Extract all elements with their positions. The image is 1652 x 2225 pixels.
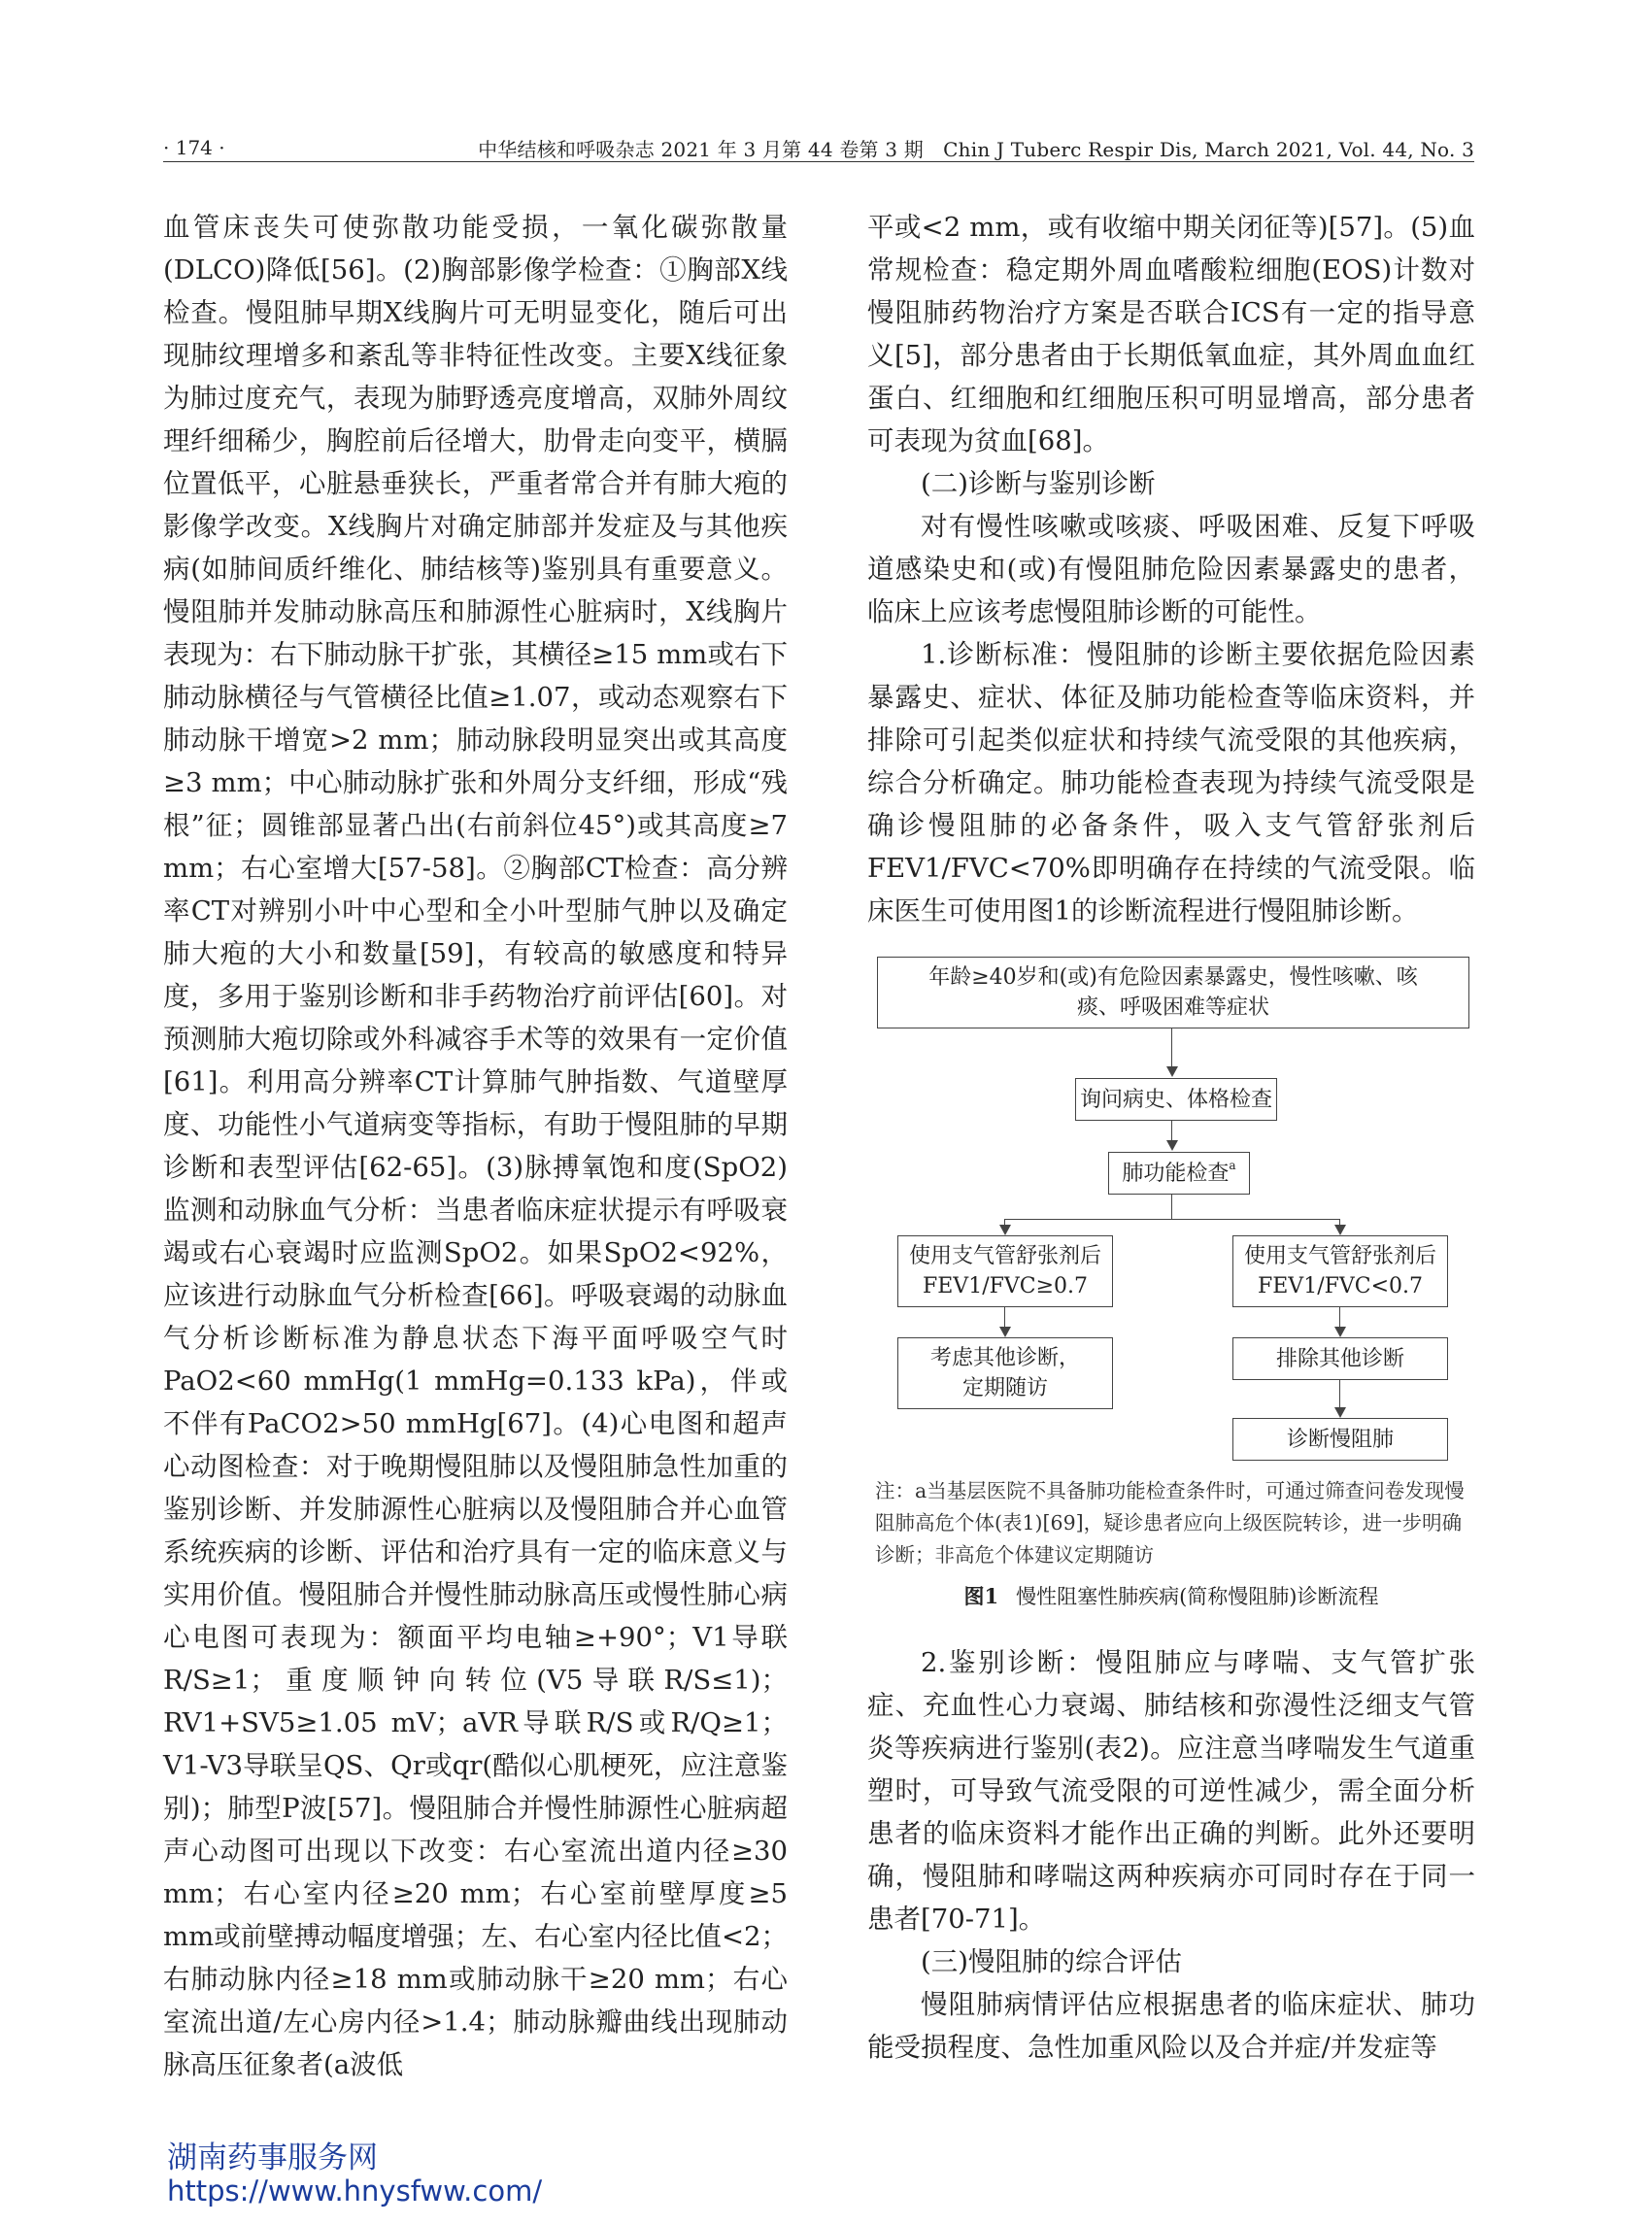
flow-arrow — [999, 1225, 1011, 1235]
right-para-1: 平或<2 mm，或有收缩中期关闭征等)[57]。(5)血常规检查：稳定期外周血嗜酸粒细胞(EOS)计数对慢阻肺药物治疗方案是否联合ICS有一定的指导意义[5]，部分患者由于长期低氧血症，其外周血血红蛋白、红细胞和红细胞压积可明显增高，部分患者可表现为贫血[68]。 — [867, 212, 1475, 456]
flow-box-consider-other-text: 考虑其他诊断，定期随访 — [929, 1346, 1080, 1400]
flow-box-exclude-other — [1232, 1337, 1448, 1380]
right-para-4: 2.鉴别诊断：慢阻肺应与哮喘、支气管扩张症、充血性心力衰竭、肺结核和弥漫性泛细支气管炎等疾病进行鉴别(表2)。应注意当哮喘发生气道重塑时，可导致气流受限的可逆性减少，需全面分析患者的临床资料才能作出正确的判断。此外还要明确，慢阻肺和哮喘这两种疾病亦可同时存在于同一患者[70-71]。 — [867, 1647, 1475, 1935]
flow-box-consider-other — [897, 1337, 1113, 1409]
flow-arrow — [1334, 1225, 1346, 1235]
section-heading-diagnosis: (二)诊断与鉴别诊断 — [921, 468, 1156, 499]
figure-caption — [867, 1581, 1475, 1610]
left-column-text: 血管床丧失可使弥散功能受损，一氧化碳弥散量(DLCO)降低[56]。(2)胸部影像学检查：①胸部X线检查。慢阻肺早期X线胸片可无明显变化，随后可出现肺纹理增多和紊乱等非特征性改变。主要X线征象为肺过度充气，表现为肺野透亮度增高，双肺外周纹理纤细稀少，胸腔前后径增大，肋骨走向变平，横膈位置低平，心脏悬垂狭长，严重者常合并有肺大疱的影像学改变。X线胸片对确定肺部并发症及与其他疾病(如肺间质纤维化、肺结核等)鉴别具有重要意义。慢阻肺并发肺动脉高压和肺源性心脏病时，X线胸片表现为：右下肺动脉干扩张，其横径≥15 mm或右下肺动脉横径与气管横径比值≥1.07，或动态观察右下肺动脉干增宽>2 mm；肺动脉段明显突出或其高度≥3 mm；中心肺动脉扩张和外周分支纤细，形成“残根”征；圆锥部显著凸出(右前斜位45°)或其高度≥7 mm；右心室增大[57-58]。②胸部CT检查：高分辨率CT对辨别小叶中心型和全小叶型肺气肿以及确定肺大疱的大小和数量[59]，有较高的敏感度和特异度，多用于鉴别诊断和非手药物治疗前评估[60]。对预测肺大疱切除或外科减容手术等的效果有一定价值[61]。利用高分辨率CT计算肺气肿指数、气道壁厚度、功能性小气道病变等指标，有助于慢阻肺的早期诊断和表型评估[62-65]。(3)脉搏氧饱和度(SpO2)监测和动脉血气分析：当患者临床症状提示有呼吸衰竭或右心衰竭时应监测SpO2。如果SpO2<92%，应该进行动脉血气分析检查[66]。呼吸衰竭的动脉血气分析诊断标准为静息状态下海平面呼吸空气时PaO2<60 mmHg(1 mmHg=0.133 kPa)，伴或不伴有PaCO2>50 mmHg[67]。(4)心电图和超声心动图检查：对于晚期慢阻肺以及慢阻肺急性加重的鉴别诊断、并发肺源性心脏病以及慢阻肺合并心血管系统疾病的诊断、评估和治疗具有一定的临床意义与实用价值。慢阻肺合并慢性肺动脉高压或慢性肺心病心电图可表现为：额面平均电轴≥+90°；V1导联R/S≥1；重度顺钟向转位(V5导联R/S≤1)；RV1+SV5≥1.05 mV；aVR导联R/S或R/Q≥1；V1-V3导联呈QS、Qr或qr(酷似心肌梗死，应注意鉴别)；肺型P波[57]。慢阻肺合并慢性肺源性心脏病超声心动图可出现以下改变：右心室流出道内径≥30 mm；右心室内径≥20 mm；右心室前壁厚度≥5 mm或前壁搏动幅度增强；左、右心室内径比值<2；右肺动脉内径≥18 mm或肺动脉干≥20 mm；右心室流出道/左心房内径>1.4；肺动脉瓣曲线出现肺动脉高压征象者(a波低 — [163, 212, 788, 2080]
flow-box-pft — [1108, 1152, 1250, 1195]
flow-box-diagnose — [1232, 1418, 1448, 1461]
figure-note: 注：a当基层医院不具备肺功能检查条件时，可通过筛查问卷发现慢阻肺高危个体(表1)[69]，疑诊患者应向上级医院转诊，进一步明确诊断；非高危个体建议定期随访 — [875, 1479, 1465, 1567]
flow-arrow — [1334, 1407, 1346, 1418]
section-heading-assessment: (三)慢阻肺的综合评估 — [921, 1946, 1182, 1977]
page-number: · 174 · — [163, 136, 225, 159]
right-column-bottom — [867, 1641, 1475, 2069]
flow-box-symptoms-text: 年龄≥40岁和(或)有危险因素暴露史，慢性咳嗽、咳痰、呼吸困难等症状 — [928, 965, 1418, 1020]
right-column-top — [867, 206, 1475, 932]
flow-box-symptoms — [877, 957, 1469, 1028]
flow-arrow — [1166, 1140, 1178, 1151]
flow-connector — [1171, 1195, 1172, 1220]
flow-arrow — [1166, 1066, 1178, 1077]
flow-connector — [1171, 1028, 1172, 1069]
flow-box-exclude-other-text: 排除其他诊断 — [1275, 1346, 1404, 1371]
flow-connector — [1339, 1380, 1340, 1410]
left-column — [163, 206, 788, 2086]
figure-label: 图1 — [963, 1584, 999, 1608]
flow-box-diagnose-text: 诊断慢阻肺 — [1286, 1427, 1394, 1452]
figure-caption-text: 慢性阻塞性肺疾病(简称慢阻肺)诊断流程 — [1016, 1585, 1379, 1608]
flow-box-fev-low-text: 使用支气管舒张剂后 FEV1/FVC<0.7 — [1243, 1244, 1436, 1298]
flow-box-fev-normal-text: 使用支气管舒张剂后 FEV1/FVC≥0.7 — [908, 1244, 1101, 1298]
flow-box-pft-label: 肺功能检查 — [1122, 1161, 1230, 1186]
right-para-5: 慢阻肺病情评估应根据患者的临床症状、肺功能受损程度、急性加重风险以及合并症/并发症等 — [867, 1989, 1475, 2063]
watermark-url[interactable]: https://www.hnysfww.com/ — [167, 2174, 543, 2208]
flow-box-history-text: 询问病史、体格检查 — [1079, 1087, 1272, 1112]
right-para-3: 1.诊断标准：慢阻肺的诊断主要依据危险因素暴露史、症状、体征及肺功能检查等临床资料，并排除可引起类似症状和持续气流受限的其他疾病，综合分析确定。肺功能检查表现为持续气流受限是确诊慢阻肺的必备条件，吸入支气管舒张剂后FEV1/FVC<70%即明确存在持续的气流受限。临床医生可使用图1的诊断流程进行慢阻肺诊断。 — [867, 639, 1475, 927]
flow-arrow — [999, 1327, 1011, 1337]
watermark-name: 湖南药事服务网 — [167, 2141, 378, 2175]
journal-header: 中华结核和呼吸杂志 2021 年 3 月第 44 卷第 3 期 Chin J Tuberc Respir Dis, March 2021, Vol. 44, No. 3 — [478, 138, 1474, 161]
flow-box-fev-normal — [897, 1235, 1113, 1307]
flow-arrow — [1334, 1327, 1346, 1337]
header-rule — [163, 161, 1474, 162]
flow-box-pft-text: 肺功能检查$^a$ — [1122, 1158, 1236, 1186]
flow-branch-line — [1004, 1219, 1340, 1220]
flow-box-history — [1075, 1078, 1277, 1121]
flow-box-fev-low — [1232, 1235, 1448, 1307]
right-para-2: 对有慢性咳嗽或咳痰、呼吸困难、反复下呼吸道感染史和(或)有慢阻肺危险因素暴露史的患者，临床上应该考虑慢阻肺诊断的可能性。 — [867, 511, 1475, 627]
